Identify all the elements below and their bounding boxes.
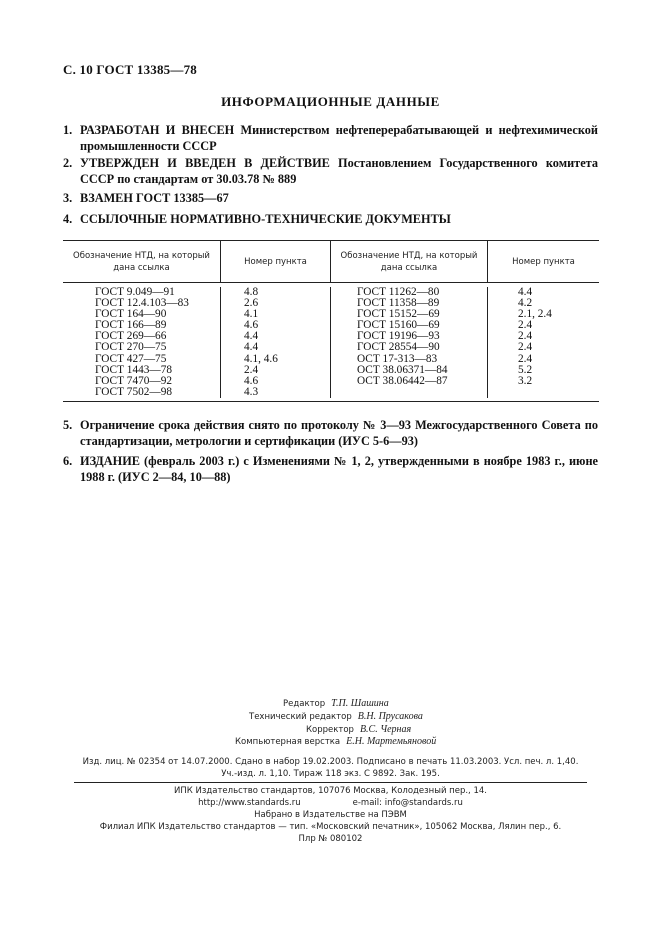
table-cell: 4.1 (244, 308, 259, 321)
credit-tech-editor (249, 711, 423, 722)
plr-number: Плр № 080102 (298, 834, 363, 844)
left-points-column (221, 287, 331, 398)
credit-name: Т.П. Шашина (331, 698, 389, 709)
header-point-left: Номер пункта (221, 241, 331, 282)
table-cell: ОСТ 38.06442—87 (357, 374, 448, 387)
credit-role: Редактор (283, 699, 326, 709)
table-cell: 4.1, 4.6 (244, 352, 278, 365)
table-cell: ГОСТ 11358—89 (357, 297, 440, 310)
info-item-4 (63, 211, 598, 227)
table-cell: ГОСТ 19196—93 (357, 330, 440, 343)
table-cell: ГОСТ 15152—69 (357, 308, 440, 321)
reference-documents-table (63, 240, 599, 402)
header-point-right: Номер пункта (512, 256, 575, 267)
table-cell: ГОСТ 12.4.103—83 (95, 297, 189, 310)
item-text: УТВЕРЖДЕН И ВВЕДЕН В ДЕЙСТВИЕ Постановлением Государственного комитета СССР по стандартам от 30.03.78 № 889 (80, 156, 598, 186)
table-body (63, 283, 599, 401)
credit-layout (235, 736, 436, 747)
info-item-6 (63, 453, 598, 485)
table-cell: 4.6 (244, 319, 259, 332)
table-cell: ГОСТ 270—75 (95, 341, 167, 354)
table-cell: 4.4 (244, 341, 259, 354)
table-cell: 5.2 (518, 363, 533, 376)
right-docs-column (331, 287, 488, 398)
table-cell: 4.6 (244, 374, 259, 387)
table-cell: 4.8 (244, 286, 259, 298)
header-doc-left: Обозначение НТД, на который дана ссылка (63, 241, 221, 282)
credit-proofreader (306, 724, 411, 735)
table-cell: ГОСТ 7470—92 (95, 374, 172, 387)
info-item-5 (63, 417, 598, 449)
credit-role: Компьютерная верстка (235, 737, 341, 747)
item-text: ВЗАМЕН ГОСТ 13385—67 (80, 191, 229, 205)
table-cell: ГОСТ 11262—80 (357, 286, 440, 298)
item-text: ИЗДАНИЕ (февраль 2003 г.) с Изменениями № 1, 2, утвержденными в ноябре 1983 г., июне 1988 г. (ИУС 2—84, 10—88) (80, 454, 598, 484)
item-number: 1. (63, 123, 73, 137)
credit-name: В.С. Черная (359, 724, 412, 735)
table-cell: 2.4 (244, 363, 259, 376)
credit-editor (283, 698, 389, 709)
credit-name: В.Н. Прусакова (357, 711, 423, 722)
item-text: ССЫЛОЧНЫЕ НОРМАТИВНО-ТЕХНИЧЕСКИЕ ДОКУМЕНТЫ (80, 212, 451, 226)
page-header: С. 10 ГОСТ 13385—78 (63, 62, 197, 77)
printing-branch: Филиал ИПК Издательство стандартов — тип. «Московский печатник», 105062 Москва, Лялин пер., 6. (99, 822, 562, 832)
info-item-3 (63, 190, 598, 206)
table-cell: 4.4 (244, 330, 259, 343)
table-cell: ГОСТ 166—89 (95, 319, 167, 332)
publisher-address: ИПК Издательство стандартов, 107076 Москва, Колодезный пер., 14. (174, 786, 487, 796)
item-text: Ограничение срока действия снято по протоколу № 3—93 Межгосударственного Совета по стандартизации, метрологии и сертификации (ИУС 5-6—93) (80, 418, 598, 448)
table-cell: ОСТ 17-313—83 (357, 352, 438, 365)
item-number: 6. (63, 454, 73, 468)
table-cell: 4.4 (518, 286, 533, 298)
item-number: 2. (63, 156, 73, 170)
table-cell: ГОСТ 427—75 (95, 352, 167, 365)
email-text: e-mail: info@standards.ru (352, 798, 463, 808)
table-cell: ОСТ 38.06371—84 (357, 363, 448, 376)
table-cell: 2.4 (518, 319, 533, 332)
info-item-2 (63, 155, 598, 187)
table-header (63, 241, 599, 283)
table-cell: ГОСТ 7502—98 (95, 385, 172, 398)
imprint-line-1: Изд. лиц. № 02354 от 14.07.2000. Сдано в набор 19.02.2003. Подписано в печать 11.03.2003. Усл. печ. л. 1,40. (82, 757, 579, 767)
credit-role: Технический редактор (249, 712, 352, 722)
table-cell: 2.4 (518, 341, 533, 354)
website-text: http://www.standards.ru (198, 798, 301, 808)
typeset-note: Набрано в Издательстве на ПЭВМ (254, 810, 407, 820)
header-doc-right: Обозначение НТД, на который дана ссылка (331, 241, 488, 282)
left-docs-column (63, 287, 221, 398)
table-cell: 3.2 (518, 374, 533, 387)
table-cell: ГОСТ 1443—78 (95, 363, 172, 376)
table-cell: 4.2 (518, 297, 533, 310)
item-text: РАЗРАБОТАН И ВНЕСЕН Министерством нефтеперерабатывающей и нефтехимической промышленности СССР (80, 123, 598, 153)
table-cell: 4.3 (244, 385, 259, 398)
table-cell: 2.1, 2.4 (518, 308, 552, 321)
table-cell: ГОСТ 15160—69 (357, 319, 440, 332)
item-number: 4. (63, 212, 73, 226)
info-item-1 (63, 122, 598, 154)
section-title: ИНФОРМАЦИОННЫЕ ДАННЫЕ (221, 94, 440, 109)
right-points-column (488, 287, 599, 398)
table-cell: ГОСТ 269—66 (95, 330, 167, 343)
divider (74, 782, 587, 783)
table-cell: ГОСТ 164—90 (95, 308, 167, 321)
contacts-line (0, 798, 661, 808)
credit-role: Корректор (306, 725, 354, 735)
table-cell: ГОСТ 9.049—91 (95, 286, 175, 298)
imprint-line-2: Уч.-изд. л. 1,10. Тираж 118 экз. С 9892. Зак. 195. (221, 769, 440, 779)
table-cell: 2.6 (244, 297, 259, 310)
credit-name: Е.Н. Мартемьяновой (346, 736, 437, 747)
table-cell: 2.4 (518, 330, 533, 343)
item-number: 3. (63, 191, 73, 205)
item-number: 5. (63, 418, 73, 432)
table-cell: ГОСТ 28554—90 (357, 341, 440, 354)
table-cell: 2.4 (518, 352, 533, 365)
